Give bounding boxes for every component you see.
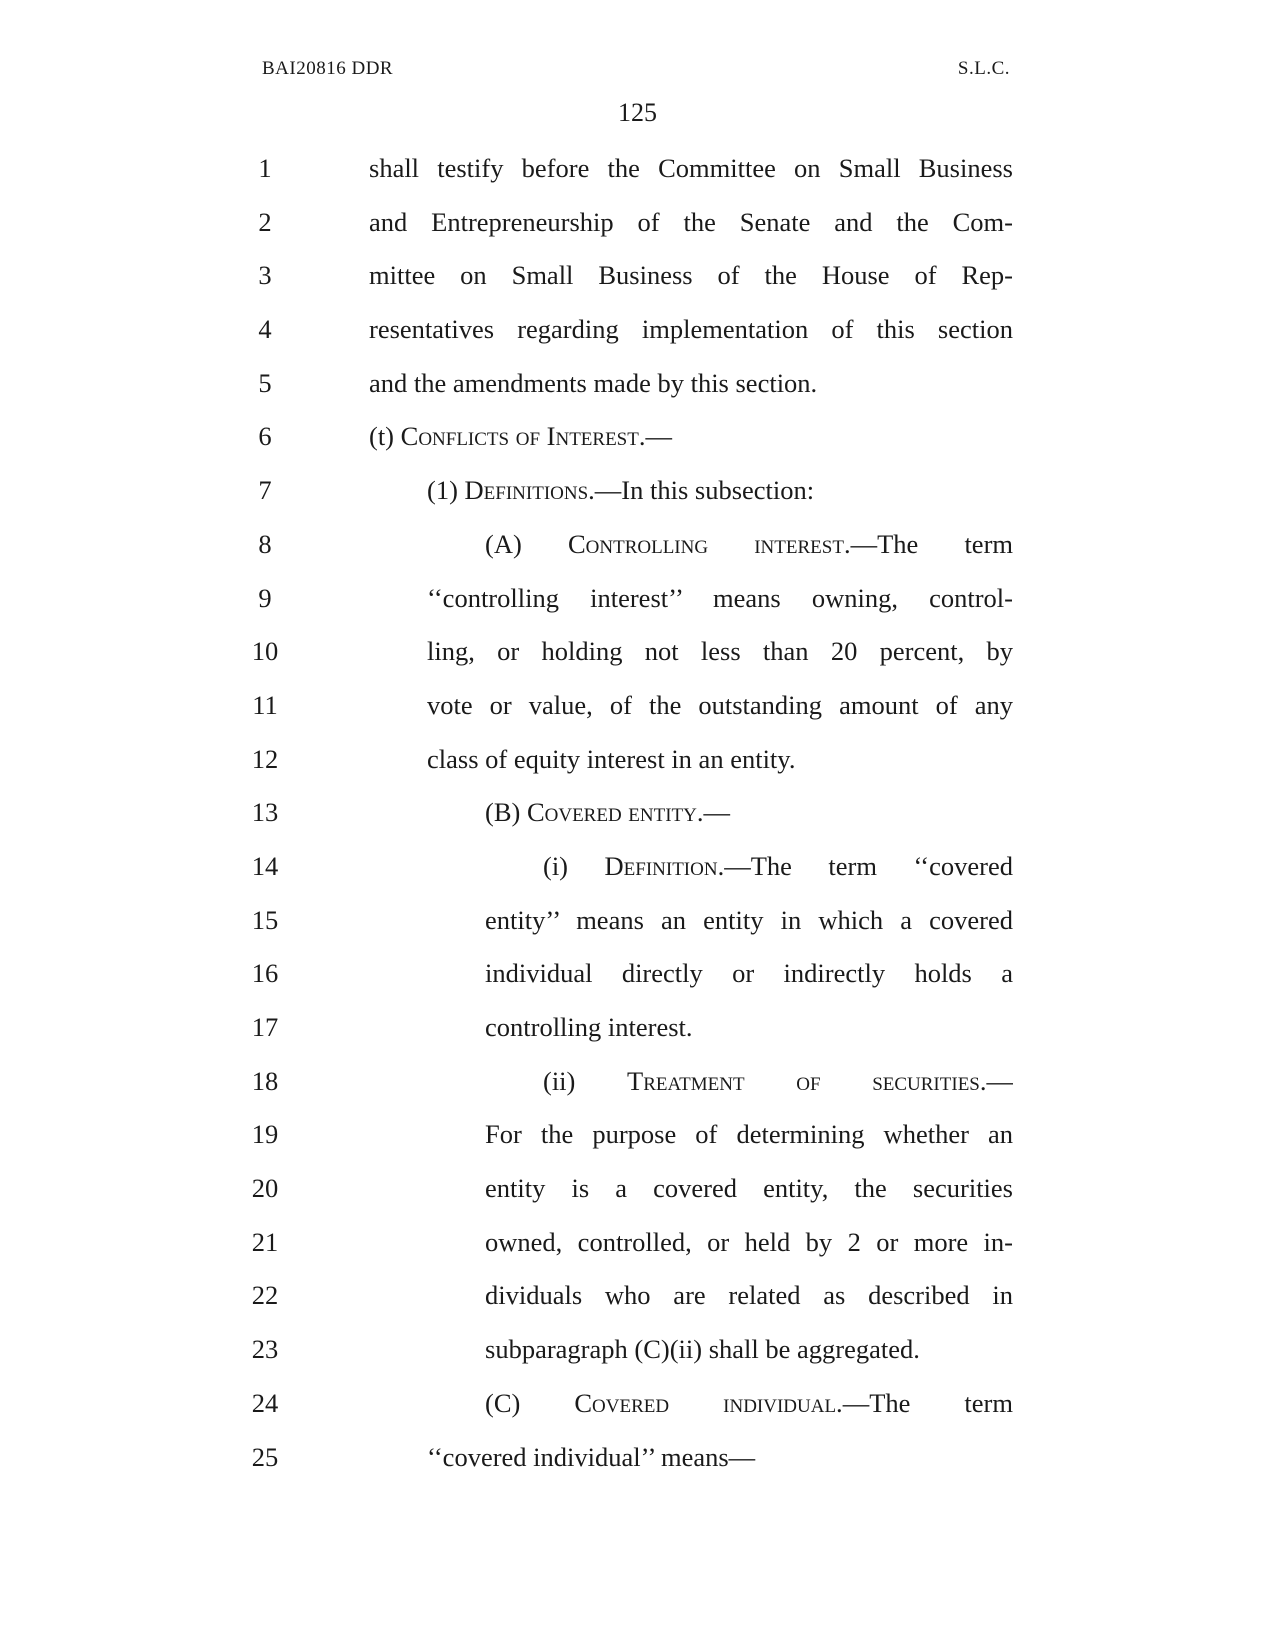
line-text [485, 1108, 1013, 1162]
line-number: 1 [258, 153, 272, 183]
line-number: 12 [251, 743, 279, 774]
text-line [0, 410, 1275, 464]
line-text [485, 894, 1013, 948]
line-text [369, 249, 1013, 303]
line-body: — [645, 421, 672, 452]
enumerator: (C) [485, 1387, 575, 1418]
line-number: 6 [258, 421, 272, 452]
line-body: controlling interest. [485, 1012, 693, 1042]
line-body: shall testify before the Committee on Small Business [369, 153, 1013, 183]
line-body: ‘‘controlling interest’’ means owning, control- [427, 582, 1013, 613]
line-body: —In this subsection: [594, 475, 815, 506]
line-text [427, 572, 1013, 626]
line-body: —The term ‘‘covered [724, 850, 1013, 881]
text-line [0, 142, 1275, 196]
line-body: entity’’ means an entity in which a covered [485, 904, 1013, 935]
line-body: —The term [842, 1387, 1013, 1418]
line-body: and Entrepreneurship of the Senate and the Com- [369, 206, 1013, 237]
line-body: class of equity interest in an entity. [427, 743, 796, 774]
text-line [0, 1001, 1275, 1055]
line-text [543, 840, 1013, 894]
enumerator: (i) [543, 850, 605, 881]
line-body: dividuals who are related as described in [485, 1280, 1013, 1311]
line-body: — [986, 1065, 1013, 1096]
section-heading: Covered individual. [574, 1387, 843, 1418]
enumerator: (t) [369, 421, 401, 452]
line-body: entity is a covered entity, the securities [485, 1173, 1013, 1204]
line-number: 4 [258, 314, 272, 345]
line-body: vote or value, of the outstanding amount of any [427, 689, 1013, 720]
line-text [427, 1431, 1013, 1485]
text-line [0, 303, 1275, 357]
line-number: 8 [258, 528, 272, 559]
line-number: 23 [251, 1334, 279, 1365]
line-text [485, 1377, 1013, 1431]
line-number: 17 [251, 1012, 279, 1042]
text-line [0, 1055, 1275, 1109]
bill-text [0, 142, 1275, 1484]
section-heading: Covered entity. [526, 797, 704, 828]
line-number: 21 [251, 1226, 279, 1257]
text-line [0, 1377, 1275, 1431]
text-line [0, 786, 1275, 840]
line-text [427, 625, 1013, 679]
line-body: mittee on Small Business of the House of Rep- [369, 260, 1013, 291]
line-number: 18 [251, 1065, 279, 1096]
line-text [427, 733, 1013, 787]
text-line [0, 572, 1275, 626]
text-line [0, 357, 1275, 411]
text-line [0, 518, 1275, 572]
enumerator: (B) [485, 797, 527, 828]
text-line [0, 196, 1275, 250]
enumerator: (1) [427, 475, 465, 506]
enumerator: (ii) [543, 1065, 628, 1096]
text-line [0, 1269, 1275, 1323]
line-body: ling, or holding not less than 20 percent, by [427, 636, 1013, 667]
line-number: 14 [251, 850, 279, 881]
line-text [485, 1323, 1013, 1377]
line-body: individual directly or indirectly holds a [485, 958, 1013, 989]
text-line [0, 464, 1275, 518]
line-number: 24 [251, 1387, 279, 1418]
section-heading: Treatment of securities. [627, 1065, 987, 1096]
text-line [0, 625, 1275, 679]
section-heading: Conflicts of Interest. [400, 421, 646, 452]
section-heading: Definitions. [464, 475, 595, 506]
line-body: ‘‘covered individual’’ means— [427, 1441, 756, 1472]
line-text [369, 410, 1013, 464]
text-line [0, 249, 1275, 303]
line-text [485, 1216, 1013, 1270]
document-id: BAI20816 DDR [262, 58, 394, 79]
text-line [0, 1323, 1275, 1377]
line-text [543, 1055, 1013, 1109]
line-number: 2 [258, 206, 272, 237]
line-number: 16 [251, 958, 279, 989]
text-line [0, 679, 1275, 733]
line-number: 3 [258, 260, 272, 291]
line-text [485, 947, 1013, 1001]
line-number: 20 [251, 1173, 279, 1204]
line-number: 25 [251, 1441, 279, 1472]
line-body: — [703, 797, 731, 828]
page-number: 125 [618, 98, 657, 127]
line-text [427, 679, 1013, 733]
line-text [485, 1001, 1013, 1055]
line-text [485, 1269, 1013, 1323]
text-line [0, 894, 1275, 948]
line-body: subparagraph (C)(ii) shall be aggregated. [485, 1334, 920, 1365]
line-number: 5 [258, 367, 272, 398]
line-body: owned, controlled, or held by 2 or more in- [485, 1226, 1013, 1257]
line-text [485, 1162, 1013, 1216]
line-text [427, 464, 1013, 518]
line-text [485, 518, 1013, 572]
line-text [369, 303, 1013, 357]
line-body: —The term [850, 528, 1013, 559]
line-number: 7 [258, 475, 272, 506]
text-line [0, 733, 1275, 787]
text-line [0, 840, 1275, 894]
section-heading: Definition. [604, 850, 725, 881]
line-number: 22 [251, 1280, 279, 1311]
line-body: For the purpose of determining whether an [485, 1119, 1013, 1150]
line-text [369, 142, 1013, 196]
line-number: 10 [251, 636, 279, 667]
enumerator: (A) [485, 528, 568, 559]
line-body: resentatives regarding implementation of this section [369, 314, 1013, 345]
text-line [0, 947, 1275, 1001]
line-number: 9 [258, 582, 272, 613]
line-text [485, 786, 1013, 840]
text-line [0, 1162, 1275, 1216]
text-line [0, 1431, 1275, 1485]
line-text [369, 357, 1013, 411]
line-number: 11 [252, 689, 278, 720]
line-body: and the amendments made by this section. [369, 367, 818, 398]
text-line [0, 1216, 1275, 1270]
text-line [0, 1108, 1275, 1162]
line-number: 13 [251, 797, 279, 828]
line-number: 19 [251, 1119, 279, 1150]
line-number: 15 [251, 904, 279, 935]
line-text [369, 196, 1013, 250]
section-heading: Controlling interest. [567, 528, 851, 559]
office-code: S.L.C. [957, 58, 1010, 79]
